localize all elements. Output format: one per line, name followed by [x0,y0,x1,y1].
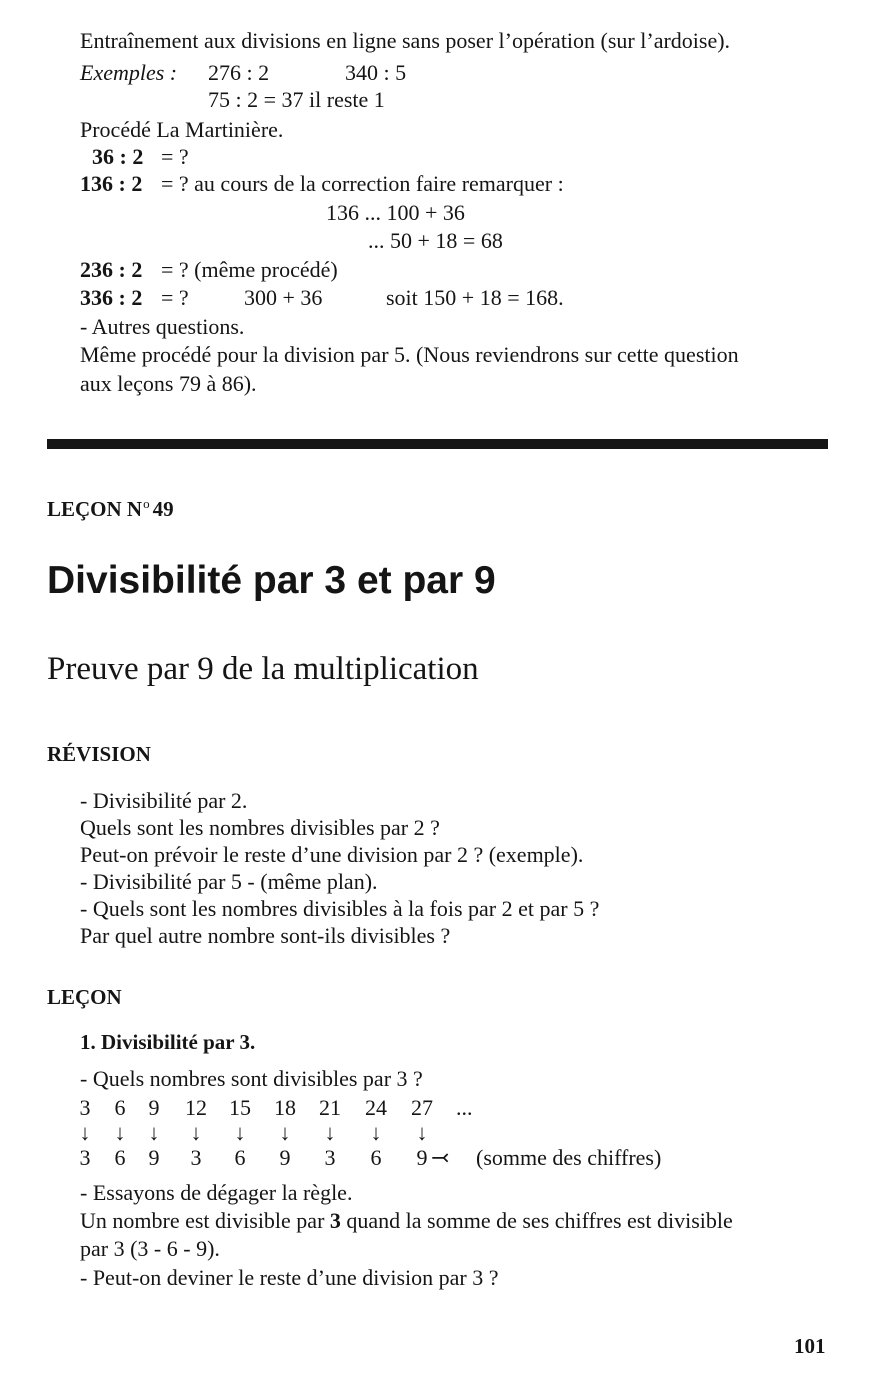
revision-line: - Quels sont les nombres divisibles à la fois par 2 et par 5 ? [80,896,600,921]
example-b: 340 : 5 [345,60,407,85]
calc-336-result: soit 150 + 18 = 168. [386,285,564,310]
digit-sum: 6 [114,1145,126,1170]
question-line: - Peut-on deviner le reste d’une division par 3 ? [80,1265,499,1290]
multiple-value: 9 [148,1095,160,1120]
calc-36: 36 : 2 [92,144,144,169]
digit-sum: 9 [279,1145,291,1170]
lesson-number: LEÇON $N^o$ 49 [47,496,174,521]
down-arrow-icon: ↓ [79,1120,91,1145]
digit-sum: 9 [416,1145,428,1170]
revision-heading: RÉVISION [47,742,151,766]
correction-line1: 136 ... 100 + 36 [326,200,465,225]
calc-36-rest: = ? [161,144,189,169]
question-line: - Quels nombres sont divisibles par 3 ? [80,1066,423,1091]
correction-line2: ... 50 + 18 = 68 [368,228,503,253]
calc-336-rest: = ? [161,285,189,310]
multiple-value: 27 [411,1095,433,1120]
calc-136: 136 : 2 [80,171,143,196]
calc-336-split: 300 + 36 [244,285,323,310]
multiple-value: 18 [274,1095,296,1120]
down-arrow-icon: ↓ [324,1120,336,1145]
lecon-heading: LEÇON [47,985,122,1009]
meme-line2: aux leçons 79 à 86). [80,371,257,396]
multiple-value: 12 [185,1095,207,1120]
digit-sum: 3 [79,1145,91,1170]
meme-line1: Même procédé pour la division par 5. (Nous reviendrons sur cette question [80,342,739,367]
example-a: 276 : 2 [208,60,270,85]
revision-line: - Divisibilité par 5 - (même plan). [80,869,378,894]
down-arrow-icon: ↓ [190,1120,202,1145]
calc-336: 336 : 2 [80,285,143,310]
down-arrow-icon: ↓ [148,1120,160,1145]
down-arrow-icon: ↓ [279,1120,291,1145]
subsection-title: 1. Divisibilité par 3. [80,1030,256,1054]
revision-line: Quels sont les nombres divisibles par 2 ? [80,815,440,840]
multiple-value: 24 [365,1095,387,1120]
down-arrow-icon: ↓ [234,1120,246,1145]
down-arrow-icon: ↓ [370,1120,382,1145]
down-arrow-icon: ↓ [114,1120,126,1145]
multiple-value: 15 [229,1095,251,1120]
revision-line: - Divisibilité par 2. [80,788,248,813]
lesson-title: Divisibilité par 3 et par 9 [47,559,496,602]
autres-line: - Autres questions. [80,314,245,339]
calc-236-rest: = ? (même procédé) [161,257,338,282]
procede-line: Procédé La Martinière. [80,117,284,142]
digit-sum: 3 [324,1145,336,1170]
example-line2: 75 : 2 = 37 il reste 1 [208,87,385,112]
digit-sum: 3 [190,1145,202,1170]
lesson-subtitle: Preuve par 9 de la multiplication [47,651,479,687]
intro-line: Entraînement aux divisions en ligne sans poser l’opération (sur l’ardoise). [80,28,731,53]
digit-sum: 6 [370,1145,382,1170]
revision-line: Peut-on prévoir le reste d’une division par 2 ? (exemple). [80,842,584,867]
digit-sum: 9 [148,1145,160,1170]
sum-note: (somme des chiffres) [476,1145,662,1170]
digit-sum: 6 [234,1145,246,1170]
rule-line2: par 3 (3 - 6 - 9). [80,1236,220,1261]
examples-label: Exemples : [80,60,178,85]
left-arrow-icon: ⤙ [431,1145,450,1170]
calc-236: 236 : 2 [80,257,143,282]
multiple-value: 6 [114,1095,126,1120]
multiple-value: 21 [319,1095,341,1120]
multiple-value: 3 [79,1095,91,1120]
rule-line1: Un nombre est divisible par 3 quand la somme de ses chiffres est divisible [80,1208,733,1233]
calc-136-rest: = ? au cours de la correction faire remarquer : [161,171,564,196]
multiples-ellipsis: ... [456,1095,473,1120]
section-divider [47,439,828,449]
down-arrow-icon: ↓ [416,1120,428,1145]
essayons-line: - Essayons de dégager la règle. [80,1180,353,1205]
page-number: 101 [794,1334,826,1358]
revision-line: Par quel autre nombre sont-ils divisibles ? [80,923,451,948]
